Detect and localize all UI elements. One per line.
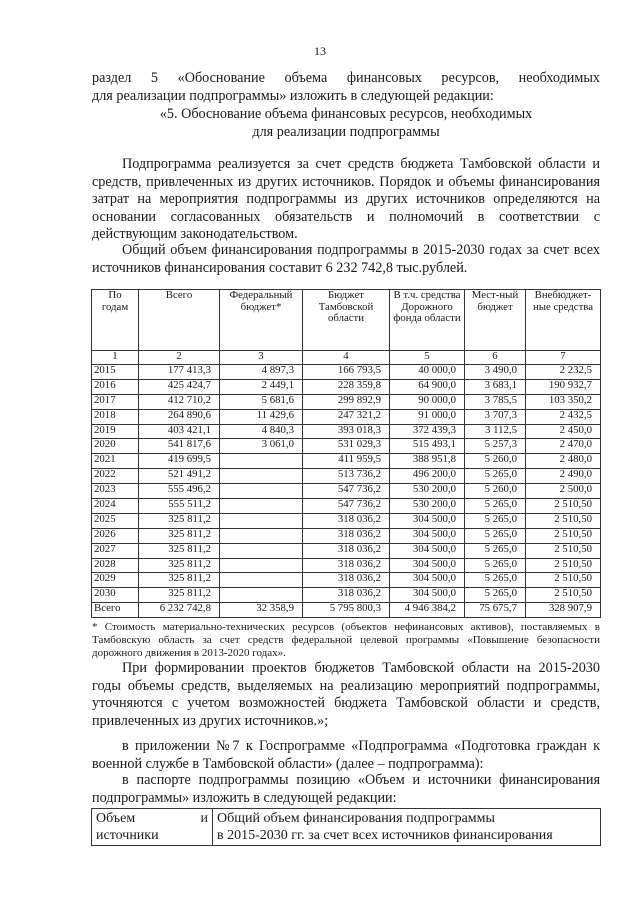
table-cell: 2 432,5	[526, 409, 601, 424]
table-cell	[220, 454, 303, 469]
table-cell-year: 2028	[92, 558, 139, 573]
table-cell: 2 232,5	[526, 365, 601, 380]
column-number: 7	[526, 351, 601, 365]
passport-value-line: в 2015-2030 гг. за счет всех источников финансирования	[217, 828, 553, 843]
passport-table	[91, 808, 601, 846]
table-cell: 412 710,2	[139, 394, 220, 409]
table-cell-year: 2018	[92, 409, 139, 424]
table-cell: 318 036,2	[303, 588, 390, 603]
table-cell: 318 036,2	[303, 513, 390, 528]
table-cell: 3 683,1	[465, 379, 526, 394]
table-cell	[220, 543, 303, 558]
table-cell: 555 511,2	[139, 499, 220, 514]
table-cell: 91 000,0	[390, 409, 465, 424]
table-cell: 2 490,0	[526, 469, 601, 484]
table-row	[92, 484, 601, 499]
table-cell: 177 413,3	[139, 365, 220, 380]
table-cell: 325 811,2	[139, 573, 220, 588]
table-row	[92, 499, 601, 514]
table-cell-year: 2021	[92, 454, 139, 469]
header-road-fund: В т.ч. средства Дорожного фонда области	[390, 290, 465, 351]
table-cell: 2 470,0	[526, 439, 601, 454]
table-cell: 325 811,2	[139, 543, 220, 558]
table-cell: 521 491,2	[139, 469, 220, 484]
passport-label-cell	[92, 809, 213, 846]
page-number: 13	[314, 44, 326, 58]
table-row	[92, 469, 601, 484]
table-row	[92, 454, 601, 469]
table-cell	[220, 558, 303, 573]
table-cell: 5 265,0	[465, 573, 526, 588]
table-cell: 4 897,3	[220, 365, 303, 380]
table-cell: 318 036,2	[303, 528, 390, 543]
table-cell: 304 500,0	[390, 528, 465, 543]
table-cell	[220, 528, 303, 543]
passport-label-word: и	[200, 811, 208, 826]
paragraph-total-volume: Общий объем финансирования подпрограммы в 2015-2030 годах за счет всех источников финансирования составит 6 232 742,8 тыс.рублей.	[92, 242, 600, 276]
table-cell: 318 036,2	[303, 558, 390, 573]
table-row	[92, 439, 601, 454]
table-row	[92, 394, 601, 409]
intro-line-2: для реализации подпрограммы» изложить в следующей редакции:	[92, 88, 494, 104]
table-cell: 419 699,5	[139, 454, 220, 469]
table-cell: 2 510,50	[526, 543, 601, 558]
table-cell: 403 421,1	[139, 424, 220, 439]
passport-value-cell	[213, 809, 601, 846]
table-cell-year: 2016	[92, 379, 139, 394]
table-cell: 393 018,3	[303, 424, 390, 439]
table-cell: 531 029,3	[303, 439, 390, 454]
table-cell: 325 811,2	[139, 588, 220, 603]
table-cell: 90 000,0	[390, 394, 465, 409]
passport-row	[92, 809, 601, 846]
table-cell: 5 795 800,3	[303, 603, 390, 618]
table-cell: 2 450,0	[526, 424, 601, 439]
table-cell: 2 510,50	[526, 558, 601, 573]
header-federal-budget: Федеральный бюджет*	[220, 290, 303, 351]
table-cell-year: 2026	[92, 528, 139, 543]
paragraph-budget-forming: При формировании проектов бюджетов Тамбовской области на 2015-2030 годы объемы средств, выделяемых на реализацию мероприятий подпрограммы, уточняются с учетом возможностей бюджета Тамбовской области и средств, привлеченных из других источников.»;	[92, 660, 600, 729]
table-cell: 530 200,0	[390, 484, 465, 499]
financing-table	[91, 289, 601, 618]
table-cell	[220, 469, 303, 484]
table-cell	[220, 499, 303, 514]
table-row	[92, 513, 601, 528]
table-cell: 32 358,9	[220, 603, 303, 618]
table-cell-year: 2019	[92, 424, 139, 439]
table-cell-year: 2020	[92, 439, 139, 454]
column-number: 4	[303, 351, 390, 365]
column-number: 1	[92, 351, 139, 365]
table-row	[92, 528, 601, 543]
table-cell	[220, 588, 303, 603]
table-cell-year: 2022	[92, 469, 139, 484]
table-cell: 513 736,2	[303, 469, 390, 484]
table-cell: 190 932,7	[526, 379, 601, 394]
table-cell: 5 265,0	[465, 469, 526, 484]
table-cell: 372 439,3	[390, 424, 465, 439]
table-row	[92, 543, 601, 558]
table-cell: 3 490,0	[465, 365, 526, 380]
table-header-row	[92, 290, 601, 351]
table-cell: 5 265,0	[465, 513, 526, 528]
table-cell: 304 500,0	[390, 513, 465, 528]
table-cell: 2 510,50	[526, 513, 601, 528]
table-cell: 325 811,2	[139, 528, 220, 543]
table-cell: 555 496,2	[139, 484, 220, 499]
table-row	[92, 558, 601, 573]
table-cell: 5 257,3	[465, 439, 526, 454]
table-cell: 3 061,0	[220, 439, 303, 454]
table-cell: 411 959,5	[303, 454, 390, 469]
table-cell-year: 2023	[92, 484, 139, 499]
table-cell: 2 510,50	[526, 588, 601, 603]
passport-value-line: Общий объем финансирования подпрограммы	[217, 811, 495, 826]
table-cell: 325 811,2	[139, 558, 220, 573]
table-cell: 304 500,0	[390, 558, 465, 573]
table-cell: 2 500,0	[526, 484, 601, 499]
header-year: По годам	[92, 290, 139, 351]
table-cell: 5 681,6	[220, 394, 303, 409]
table-cell: 328 907,9	[526, 603, 601, 618]
table-cell	[220, 573, 303, 588]
table-cell: 11 429,6	[220, 409, 303, 424]
table-cell-year: 2027	[92, 543, 139, 558]
table-cell-year: 2029	[92, 573, 139, 588]
table-cell: 2 510,50	[526, 573, 601, 588]
table-cell: 2 449,1	[220, 379, 303, 394]
table-cell: 3 785,5	[465, 394, 526, 409]
table-cell: 304 500,0	[390, 588, 465, 603]
paragraph-passport: в паспорте подпрограммы позицию «Объем и источники финансирования подпрограммы» изложить в следующей редакции:	[92, 772, 600, 806]
table-cell: 40 000,0	[390, 365, 465, 380]
table-cell: 103 350,2	[526, 394, 601, 409]
passport-label-word: Объем	[96, 811, 136, 826]
column-number: 6	[465, 351, 526, 365]
table-total-row	[92, 603, 601, 618]
table-cell: 75 675,7	[465, 603, 526, 618]
table-cell-year: 2030	[92, 588, 139, 603]
column-numbers-row	[92, 351, 601, 365]
section-heading-line-2: для реализации подпрограммы	[252, 124, 440, 140]
table-cell-year: 2017	[92, 394, 139, 409]
table-cell-year: 2025	[92, 513, 139, 528]
table-footnote: * Стоимость материально-технических ресурсов (объектов нефинансовых активов), поставляемых в Тамбовскую область за счет средств федеральной целевой программы «Повышение безопасности дорожного движения в 2013-2020 годах».	[92, 621, 600, 659]
table-cell: 166 793,5	[303, 365, 390, 380]
table-cell: 6 232 742,8	[139, 603, 220, 618]
table-cell: 5 260,0	[465, 484, 526, 499]
table-cell: 5 265,0	[465, 528, 526, 543]
table-cell: 304 500,0	[390, 573, 465, 588]
table-cell: 325 811,2	[139, 513, 220, 528]
passport-label-word: источники	[96, 828, 159, 843]
table-cell: 2 510,50	[526, 499, 601, 514]
table-cell: 318 036,2	[303, 543, 390, 558]
column-number: 3	[220, 351, 303, 365]
table-cell: 3 112,5	[465, 424, 526, 439]
table-row	[92, 379, 601, 394]
table-cell: 547 736,2	[303, 499, 390, 514]
header-extrabudgetary: Внебюджет-ные средства	[526, 290, 601, 351]
table-cell: 264 890,6	[139, 409, 220, 424]
table-cell: 299 892,9	[303, 394, 390, 409]
table-cell	[220, 513, 303, 528]
table-body	[92, 365, 601, 618]
table-cell: 304 500,0	[390, 543, 465, 558]
table-cell-year: Всего	[92, 603, 139, 618]
column-number: 5	[390, 351, 465, 365]
table-row	[92, 365, 601, 380]
table-cell: 5 265,0	[465, 588, 526, 603]
table-cell-year: 2015	[92, 365, 139, 380]
header-local-budget: Мест-ный бюджет	[465, 290, 526, 351]
header-total: Всего	[139, 290, 220, 351]
table-row	[92, 573, 601, 588]
table-cell: 547 736,2	[303, 484, 390, 499]
section-heading-line-1: «5. Обоснование объема финансовых ресурсов, необходимых	[159, 106, 533, 122]
table-cell: 388 951,8	[390, 454, 465, 469]
table-cell-year: 2024	[92, 499, 139, 514]
table-cell: 318 036,2	[303, 573, 390, 588]
table-row	[92, 424, 601, 439]
table-cell: 2 510,50	[526, 528, 601, 543]
paragraph-funding-sources: Подпрограмма реализуется за счет средств бюджета Тамбовской области и средств, привлеченных из других источников. Порядок и объемы финансирования затрат на мероприятия подпрограммы из других источников определяются на основании согласованных обязательств и полномочий в соответствии с действующим законодательством.	[92, 156, 600, 242]
column-number: 2	[139, 351, 220, 365]
table-cell: 5 265,0	[465, 543, 526, 558]
table-cell: 228 359,8	[303, 379, 390, 394]
table-cell: 2 480,0	[526, 454, 601, 469]
table-row	[92, 409, 601, 424]
table-cell: 4 840,3	[220, 424, 303, 439]
table-cell: 247 321,2	[303, 409, 390, 424]
table-row	[92, 588, 601, 603]
intro-line-1: раздел 5 «Обоснование объема финансовых ресурсов, необходимых	[92, 70, 600, 86]
table-cell: 5 260,0	[465, 454, 526, 469]
table-cell: 425 424,7	[139, 379, 220, 394]
table-cell: 541 817,6	[139, 439, 220, 454]
table-cell: 496 200,0	[390, 469, 465, 484]
table-cell: 5 265,0	[465, 558, 526, 573]
table-cell	[220, 484, 303, 499]
table-cell: 5 265,0	[465, 499, 526, 514]
table-cell: 515 493,1	[390, 439, 465, 454]
header-regional-budget: Бюджет Тамбовской области	[303, 290, 390, 351]
table-cell: 3 707,3	[465, 409, 526, 424]
table-cell: 4 946 384,2	[390, 603, 465, 618]
table-cell: 530 200,0	[390, 499, 465, 514]
paragraph-appendix-7: в приложении №7 к Госпрограмме «Подпрограмма «Подготовка граждан к военной службе в Тамбовской области» (далее – подпрограмма):	[92, 738, 600, 772]
table-cell: 64 900,0	[390, 379, 465, 394]
